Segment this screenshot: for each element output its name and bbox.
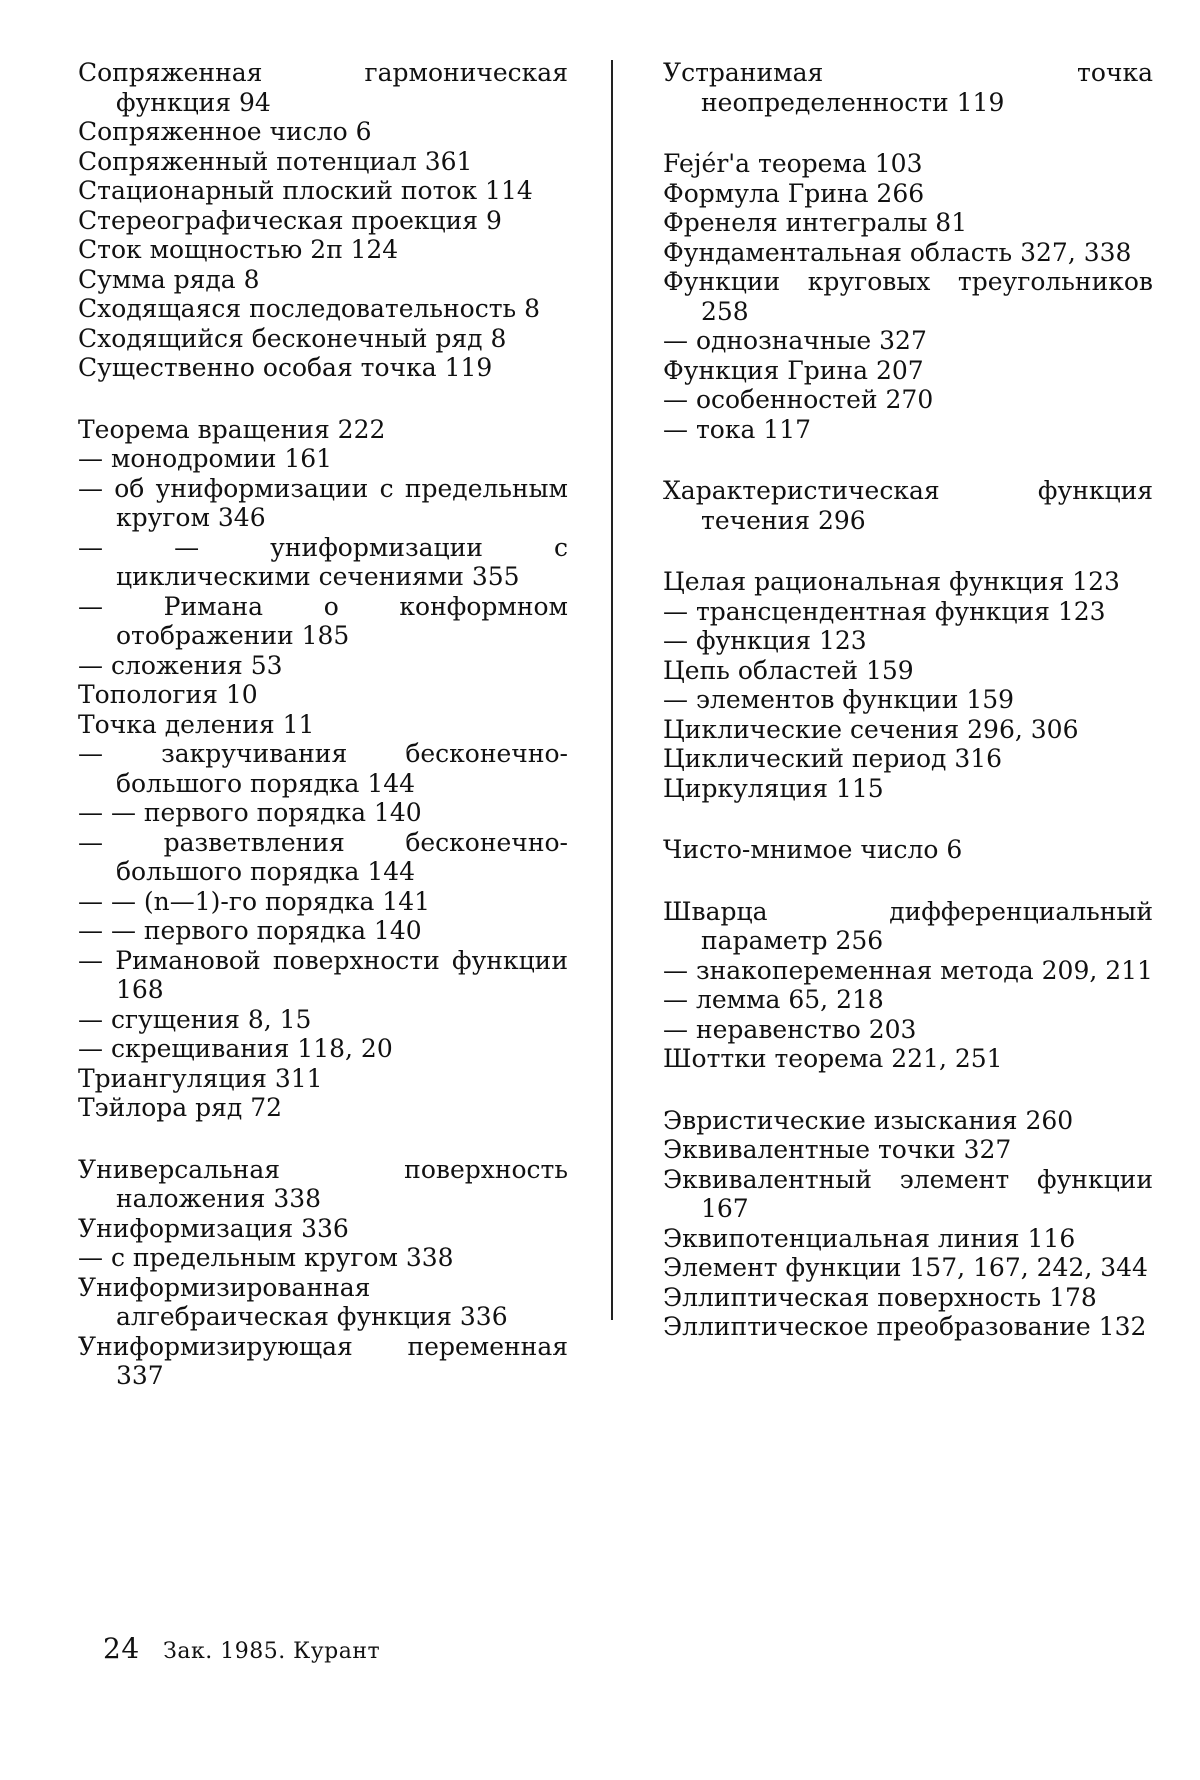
index-entry: Формула Грина 266 <box>663 178 925 208</box>
index-entry: — монодромии 161 <box>78 444 333 473</box>
index-entry: Сток мощностью 2π 124 <box>78 235 399 264</box>
index-entry: Циркуляция 115 <box>663 773 884 803</box>
index-entry: — Римановой поверхности функции 168 <box>78 945 568 1004</box>
index-entry: — функция 123 <box>663 626 867 655</box>
index-entry: — однозначные 327 <box>663 326 927 355</box>
index-entry: Эллиптическая поверхность 178 <box>663 1282 1097 1312</box>
index-group <box>663 149 1153 444</box>
index-entry: Топология 10 <box>78 680 258 709</box>
index-entry: Фундаментальная область 327, 338 <box>663 237 1132 267</box>
index-entry: — с предельным кругом 338 <box>78 1243 454 1272</box>
index-entry: Сходящийся бесконечный ряд 8 <box>78 323 507 353</box>
index-group <box>663 476 1153 535</box>
index-entry: Эллиптическое преобразование 132 <box>663 1312 1147 1341</box>
index-entry: Сходящаяся последовательность 8 <box>78 294 541 323</box>
index-entry: Элемент функции 157, 167, 242, 344 <box>663 1253 1148 1282</box>
index-entry: — — (n—1)-го порядка 141 <box>78 886 431 916</box>
index-group <box>78 1155 568 1391</box>
index-entry: Устранимая точка неопределенности 119 <box>663 58 1153 117</box>
index-entry: — Римана о конформном отображении 185 <box>78 591 568 650</box>
index-column-right <box>663 58 1153 1374</box>
index-entry: Циклический период 316 <box>663 744 1003 773</box>
index-entry: Униформизированная алгебраическая функция 336 <box>78 1272 508 1331</box>
index-entry: — тока 117 <box>663 414 812 444</box>
index-entry: Функция Грина 207 <box>663 355 924 385</box>
index-entry: Униформизация 336 <box>78 1213 349 1243</box>
index-entry: Эквивалентные точки 327 <box>663 1135 1012 1164</box>
index-entry: — лемма 65, 218 <box>663 985 884 1014</box>
index-entry: Универсальная поверхность наложения 338 <box>78 1154 568 1213</box>
index-group <box>78 415 568 1123</box>
index-entry: Целая рациональная функция 123 <box>663 567 1120 596</box>
print-note: Зак. 1985. Курант <box>163 1639 381 1664</box>
index-entry: Триангуляция 311 <box>78 1063 323 1093</box>
index-entry: — особенностей 270 <box>663 385 934 414</box>
index-entry: Стереографическая проекция 9 <box>78 205 502 235</box>
index-entry: — — первого порядка 140 <box>78 798 422 827</box>
index-entry: Чисто-мнимое число 6 <box>663 835 963 864</box>
index-entry: Функции круговых треугольников 258 <box>663 267 1153 326</box>
index-entry: Шварца дифференциальный параметр 256 <box>663 896 1153 955</box>
index-entry: Сопряженный потенциал 361 <box>78 146 473 176</box>
index-entry: Характеристическая функция течения 296 <box>663 476 1153 535</box>
index-entry: Сопряженное число 6 <box>78 117 372 146</box>
index-entry: Сопряженная гармоническая функция 94 <box>78 58 568 117</box>
index-entry: Шоттки теорема 221, 251 <box>663 1044 1003 1073</box>
index-entry: Тэйлора ряд 72 <box>78 1093 283 1122</box>
index-entry: — скрещивания 118, 20 <box>78 1034 393 1063</box>
index-entry: — — первого порядка 140 <box>78 916 422 945</box>
index-group <box>78 58 568 383</box>
index-entry: — сгущения 8, 15 <box>78 1004 312 1034</box>
column-divider <box>611 60 613 1320</box>
index-entry: Цепь областей 159 <box>663 655 914 685</box>
index-entry: — разветвления бесконечно-большого порядка 144 <box>78 827 568 886</box>
index-entry: — об униформизации с предельным кругом 346 <box>78 473 568 532</box>
index-entry: Точка деления 11 <box>78 709 315 739</box>
index-group <box>663 897 1153 1074</box>
index-group <box>663 835 1153 865</box>
index-group <box>663 567 1153 803</box>
page-number: 24 <box>103 1632 140 1665</box>
index-entry: Эквипотенциальная линия 116 <box>663 1223 1076 1253</box>
index-entry: — знакопеременная метода 209, 211 <box>663 955 1153 985</box>
index-entry: — — униформизации с циклическими сечениями 355 <box>78 532 568 591</box>
index-entry: Эвристические изыскания 260 <box>663 1105 1074 1135</box>
index-entry: Теорема вращения 222 <box>78 414 386 444</box>
index-entry: Циклические сечения 296, 306 <box>663 714 1079 744</box>
index-entry: Стационарный плоский поток 114 <box>78 176 533 205</box>
index-entry: Эквивалентный элемент функции 167 <box>663 1164 1153 1223</box>
index-entry: Униформизирующая переменная 337 <box>78 1331 568 1390</box>
index-entry: — сложения 53 <box>78 650 283 680</box>
index-entry: — трансцендентная функция 123 <box>663 596 1106 626</box>
index-entry: — закручивания бесконечно-большого порядка 144 <box>78 739 568 798</box>
index-entry: Френеля интегралы 81 <box>663 208 968 237</box>
index-column-left <box>78 58 568 1423</box>
index-entry: Существенно особая точка 119 <box>78 353 493 382</box>
page-footer <box>103 1632 380 1665</box>
index-group <box>663 1106 1153 1342</box>
index-group <box>663 58 1153 117</box>
index-entry: — неравенство 203 <box>663 1014 917 1044</box>
index-entry: Fejér'a теорема 103 <box>663 149 923 178</box>
index-entry: Сумма ряда 8 <box>78 264 260 294</box>
index-entry: — элементов функции 159 <box>663 685 1015 714</box>
